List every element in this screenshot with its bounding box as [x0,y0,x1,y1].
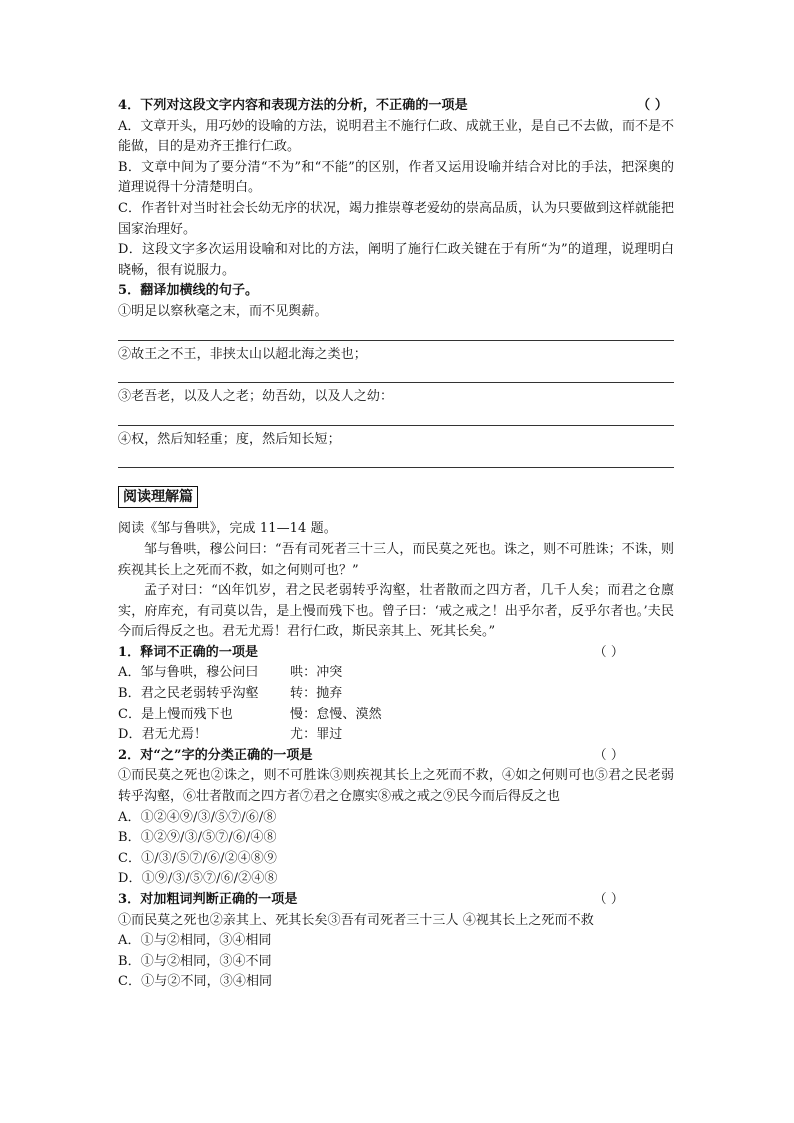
translate-item-2: ②故王之不王，非挟太山以超北海之类也； [118,346,367,362]
reading-question-1-stem: 1．释词不正确的一项是 [118,644,259,660]
answer-line-1 [118,340,674,341]
reading-question-2-option-d: D．①⑨/③/⑤⑦/⑥/②④⑧ [118,871,278,887]
option-text: B．君之民老弱转乎沟壑 [118,686,259,702]
reading-question-3-stem-row [118,890,674,911]
reading-question-1-option-a [118,663,674,684]
reading-question-2-stem-row [118,746,674,767]
question-4-stem: 4．下列对这段文字内容和表现方法的分析，不正确的一项是 [118,98,468,113]
answer-line-3 [118,425,674,426]
answer-line-2 [118,382,674,383]
passage-paragraph-1: 邹与鲁哄，穆公问曰：“吾有司死者三十三人，而民莫之死也。诛之，则不可胜诛；不诛，则疾视其长上之死而不救，如之何则可也？” [118,541,674,578]
reading-question-1-option-d [118,725,674,746]
reading-question-3-context: ①而民莫之死也②亲其上、死其长矣③吾有司死者三十三人 ④视其长上之死而不救 [118,912,594,928]
translate-item-1: ①明足以察秋毫之末，而不见舆薪。 [118,303,328,319]
option-text: A．邹与鲁哄，穆公问曰 [118,665,259,681]
answer-line-4 [118,467,674,468]
question-4-option-c: C．作者针对当时社会长幼无序的状况，竭力推崇尊老爱幼的崇高品质，认为只要做到这样就能把国家治理好。 [118,200,674,237]
document-page [118,96,674,993]
option-text: D．君无尤焉！ [118,727,208,743]
reading-question-3-option-c: C．①与②不同，③④相同 [118,974,273,990]
question-5-stem: 5．翻译加横线的句子。 [118,283,259,299]
option-gloss: 尤：罪过 [290,727,343,743]
question-4-option-a: A．文章开头，用巧妙的设喻的方法，说明君主不施行仁政、成就王业，是自己不去做，而不是不能做，目的是劝齐王推行仁政。 [118,118,674,155]
reading-question-3-option-b: B．①与②相同，③④不同 [118,953,272,969]
translate-item-3: ③老吾老，以及人之老；幼吾幼，以及人之幼： [118,389,394,405]
translate-item-4: ④权，然后知轻重；度，然后知长短； [118,431,341,447]
reading-question-2-option-a: A．①②④⑨/③/⑤⑦/⑥/⑧ [118,809,277,825]
reading-question-2-answer-paren: （ ） [593,747,624,763]
reading-intro: 阅读《邹与鲁哄》，完成 11—14 题。 [118,521,337,537]
reading-question-3-stem: 3．对加粗词判断正确的一项是 [118,892,298,907]
passage-paragraph-2: 孟子对曰：“凶年饥岁，君之民老弱转乎沟壑，壮者散而之四方者，几千人矣；而君之仓廪实，府库充，有司莫以告，是上慢而残下也。曾子曰：‘戒之戒之！出乎尔者，反乎尔者也。’夫民今而后得反之也。君无尤焉！君行仁政，斯民亲其上、死其长矣。” [118,583,674,640]
section-tag-reading: 阅读理解篇 [118,486,198,508]
reading-question-2-option-c: C．①/③/⑤⑦/⑥/②④⑧⑨ [118,850,277,866]
reading-question-2-stem: 2．对“之”字的分类正确的一项是 [118,747,313,763]
reading-question-3-answer-paren: （ ） [593,892,624,907]
reading-question-1-option-c [118,705,674,726]
option-text: C．是上慢而残下也 [118,706,233,722]
reading-question-1-answer-paren: （ ） [593,644,624,660]
question-4-stem-row [118,96,674,117]
option-gloss: 慢：怠慢、漠然 [290,706,382,722]
reading-question-1-option-b [118,684,674,705]
question-4-answer-paren: （ ） [637,98,668,113]
reading-question-1-stem-row [118,643,674,664]
reading-question-2-option-b: B．①②⑨/③/⑤⑦/⑥/④⑧ [118,830,277,846]
option-gloss: 转：抛弃 [290,686,343,702]
option-gloss: 哄：冲突 [290,665,343,681]
question-4-option-b: B．文章中间为了要分清“不为”和“不能”的区别，作者又运用设喻并结合对比的手法，把深奥的道理说得十分清楚明白。 [118,159,674,196]
question-4-option-d: D．这段文字多次运用设喻和对比的方法，阐明了施行仁政关键在于有所“为”的道理，说理明白晓畅，很有说服力。 [118,242,674,278]
reading-question-3-option-a: A．①与②相同，③④相同 [118,933,272,949]
reading-question-2-context: ①而民莫之死也②诛之，则不可胜诛③则疾视其长上之死而不救，④如之何则可也⑤君之民老弱转乎沟壑，⑥壮者散而之四方者⑦君之仓廪实⑧戒之戒之⑨民今而后得反之也 [118,768,674,805]
